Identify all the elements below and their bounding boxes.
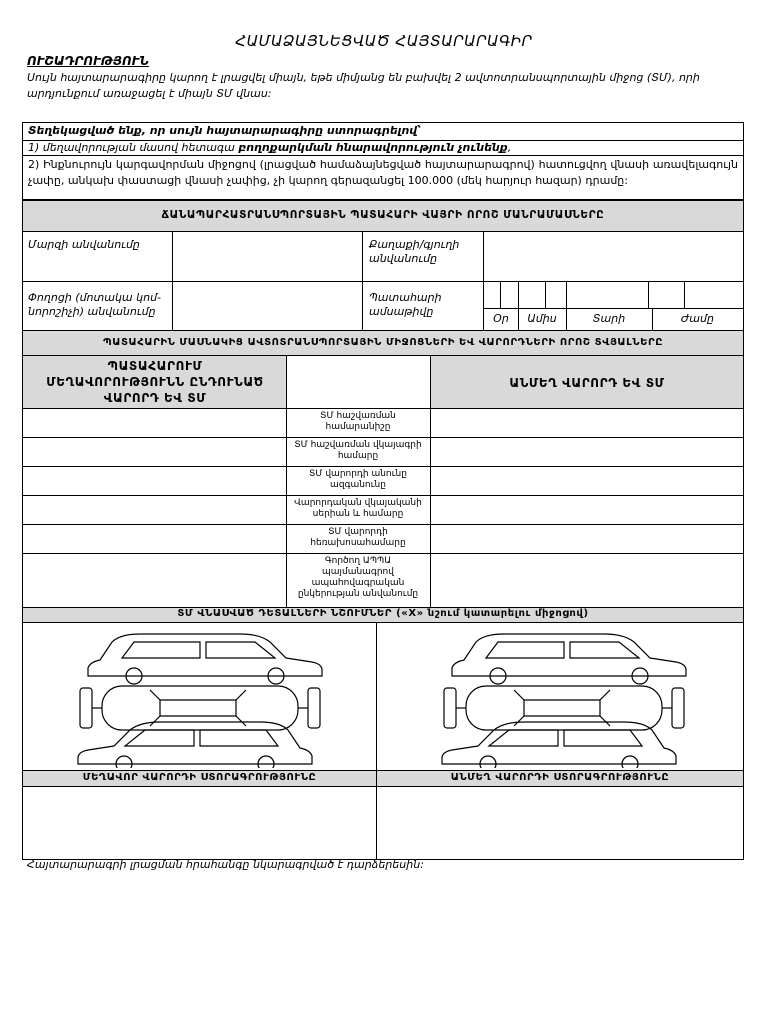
info-heading: Տեղեկացված ենք, որ սույն հայտարարագիրը ստորագրելով՝ (28, 124, 421, 137)
attention-text: Սույն հայտարարագիրը կարող է լրացվել միայն, եթե միմյանց են բախվել 2 ավտոտրանսպորտային միջոց (ՏՄ), որի արդյունքում առաջացել է միայն ՏՄ վնաս: (27, 71, 700, 100)
guilty-signature-field[interactable] (23, 787, 376, 859)
vehicle-row-label: ՏՄ հաշվառման վկայագրի համարը (294, 440, 422, 461)
day-label: Օր (493, 312, 509, 325)
guilty-signature-label: ՄԵՂԱՎՈՐ ՎԱՐՈՐԴԻ ՍՏՈՐԱԳՐՈՒԹՅՈՒՆԸ (82, 772, 317, 783)
vehicle-row-label: Գործող ԱՊՊԱ պայմանագրով ապահովագրական ընկերության անվանումը (297, 556, 419, 599)
accident-details-heading: ՃԱՆԱՊԱՐՀԱՏՐԱՆՍՊՈՐՏԱՅԻՆ ՊԱՏԱՀԱՐԻ ՎԱՅՐԻ ՈՐՈՇ ՄԱՆՐԱՄԱՍՆԵՐԸ (161, 209, 605, 221)
date-day-field[interactable] (484, 282, 518, 308)
footer-note: Հայտարարագրի լրացման հրահանգը նկարագրված է դարձերեսին: (27, 858, 424, 871)
street-field[interactable] (173, 282, 362, 330)
hour-label: Ժամը (681, 312, 714, 325)
guilty-driver-name-field[interactable] (23, 467, 286, 495)
vehicle-row-label: ՏՄ վարորդի հեռախոսահամարը (310, 527, 406, 548)
innocent-insurer-field[interactable] (431, 554, 743, 607)
info-item-2: 2) Ինքնուրույն կարգավորման միջոցով (լրացված համաձայնեցված հայտարարագրով) հատուցվող վնասի առավելագույն չափը, անկախ փաստացի վնասի չափից, չի կարող գերազանցել 100.000 (մեկ հարյուր հազար) դրամը: (28, 158, 738, 187)
city-label: Քաղաքի/գյուղի անվանումը (369, 238, 460, 265)
document-title: ՀԱՄԱՁԱՅՆԵՑՎԱԾ ՀԱՅՏԱՐԱՐԱԳԻՐ (235, 32, 533, 50)
date-label: Պատահարի ամսաթիվը (369, 291, 442, 318)
attention-heading: ՈՒՇԱԴՐՈՒԹՅՈՒՆ (27, 54, 149, 68)
innocent-driver-name-field[interactable] (431, 467, 743, 495)
innocent-driver-header: ԱՆՄԵՂ ՎԱՐՈՐԴ ԵՎ ՏՄ (509, 376, 665, 390)
date-year-field[interactable] (567, 282, 648, 308)
year-label: Տարի (592, 312, 626, 325)
guilty-registration-field[interactable] (23, 438, 286, 466)
city-field[interactable] (484, 232, 743, 280)
innocent-registration-field[interactable] (431, 438, 743, 466)
time-field[interactable] (649, 282, 743, 308)
innocent-phone-field[interactable] (431, 525, 743, 553)
vehicle-row-label: ՏՄ հաշվառման համարանիշը (320, 411, 396, 432)
info-item-1: 1) մեղավորության մասով հետագա բողոքարկման հնարավորություն չունենք, (28, 141, 512, 154)
innocent-plate-field[interactable] (431, 409, 743, 437)
region-field[interactable] (173, 232, 362, 280)
guilty-phone-field[interactable] (23, 525, 286, 553)
region-label: Մարզի անվանումը (28, 238, 140, 251)
car-diagram-innocent[interactable] (414, 628, 714, 768)
damage-heading: ՏՄ ՎՆԱՍՎԱԾ ԴԵՏԱԼՆԵՐԻ ՆՇՈՒՄՆԵՐ («X» նշում կատարելու միջոցով) (177, 608, 589, 619)
car-diagram-guilty[interactable] (50, 628, 350, 768)
vehicle-row-label: ՏՄ վարորդի անունը ազգանունը (309, 469, 407, 490)
vehicles-heading: ՊԱՏԱՀԱՐԻՆ ՄԱՍՆԱԿԻՑ ԱՎՏՈՏՐԱՆՍՊՈՐՏԱՅԻՆ ՄԻՋՈՑՆԵՐԻ ԵՎ ՎԱՐՈՐԴՆԵՐԻ ՈՐՈՇ ՏՎՅԱԼՆԵՐԸ (102, 337, 664, 348)
guilty-driver-header: ՊԱՏԱՀԱՐՈՒՄ ՄԵՂԱՎՈՐՈՒԹՅՈՒՆՆ ԸՆԴՈՒՆԱԾ ՎԱՐՈՐԴ ԵՎ ՏՄ (46, 359, 264, 405)
innocent-signature-field[interactable] (377, 787, 743, 859)
guilty-insurer-field[interactable] (23, 554, 286, 607)
vehicle-row-label: Վարորդական վկայականի սերիան և համարը (294, 498, 422, 519)
guilty-license-field[interactable] (23, 496, 286, 524)
guilty-plate-field[interactable] (23, 409, 286, 437)
month-label: Ամիս (527, 312, 557, 325)
street-label: Փողոցի (մոտակա կոմ-նորոշիչի) անվանումը (28, 291, 162, 318)
innocent-signature-label: ԱՆՄԵՂ ՎԱՐՈՐԴԻ ՍՏՈՐԱԳՐՈՒԹՅՈՒՆԸ (450, 772, 670, 783)
innocent-license-field[interactable] (431, 496, 743, 524)
date-month-field[interactable] (519, 282, 566, 308)
